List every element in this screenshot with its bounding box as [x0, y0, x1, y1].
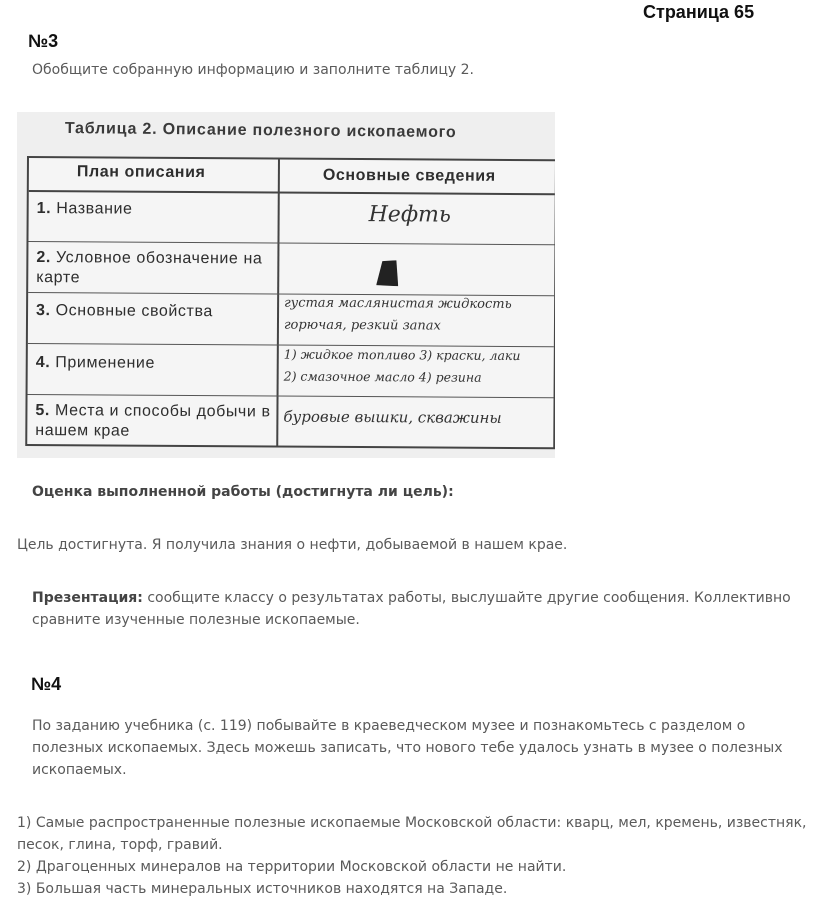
oil-map-symbol-icon — [376, 260, 398, 286]
presentation-text: сообщите классу о результатах работы, выслушайте другие сообщения. Коллективно сравните изученные полезные ископаемые. — [32, 590, 791, 628]
task-4-number: №4 — [31, 674, 62, 694]
description-table — [25, 156, 555, 449]
table-row-4-answer-line-2: 2) смазочное масло 4) резина — [283, 368, 482, 385]
table-row-3-answer-line-1: густая маслянистая жидкость — [284, 295, 512, 312]
table-row-5-item: 5. Места и способы добычи в нашем крае — [35, 402, 271, 440]
table-row-5-answer: буровые вышки, скважины — [283, 407, 502, 427]
evaluation-label: Оценка выполненной работы (достигнута ли цель): — [32, 484, 454, 500]
page-number: Страница 65 — [643, 2, 755, 22]
task-4-instruction: По заданию учебника (с. 119) побывайте в краеведческом музее и познакомьтесь с разделом о полезных ископаемых. Здесь можешь записать, что нового тебе удалось узнать в музее о полезных ископаемых. — [32, 718, 783, 778]
evaluation-answer: Цель достигнута. Я получила знания о нефти, добываемой в нашем крае. — [17, 537, 568, 553]
table-row-1-answer: Нефть — [368, 202, 451, 228]
table-row-4-answer-line-1: 1) жидкое топливо 3) краски, лаки — [283, 346, 521, 364]
table-title: Таблица 2. Описание полезного ископаемого — [64, 120, 457, 142]
task-4-answer-3: 3) Большая часть минеральных источников находятся на Западе. — [17, 881, 508, 897]
table-row-4-item: 4. Применение — [35, 354, 156, 372]
table-row-2-item: 2. Условное обозначение на карте — [36, 249, 263, 287]
task-3-instruction: Обобщите собранную информацию и заполните таблицу 2. — [32, 62, 474, 78]
task-4-answer-1: 1) Самые распространенные полезные ископаемые Московской области: кварц, мел, кремень, известняк, песок, глина, торф, гравий. — [17, 815, 807, 853]
row-divider — [28, 394, 554, 398]
row-divider — [29, 190, 555, 195]
column-divider — [276, 160, 280, 446]
task-4-answer-2: 2) Драгоценных минералов на территории Московской области не найти. — [17, 859, 567, 875]
presentation-paragraph — [32, 587, 800, 631]
task-3-number: №3 — [28, 31, 59, 51]
table-row-1-item: 1. Название — [36, 200, 133, 218]
table-row-3-answer-line-2: горючая, резкий запах — [283, 317, 441, 334]
column-header-info: Основные сведения — [322, 166, 496, 185]
column-header-plan: План описания — [76, 163, 206, 182]
presentation-label: Презентация: — [32, 590, 143, 606]
table-photo — [17, 112, 555, 458]
table-row-3-item: 3. Основные свойства — [36, 302, 213, 321]
row-divider — [28, 241, 554, 245]
